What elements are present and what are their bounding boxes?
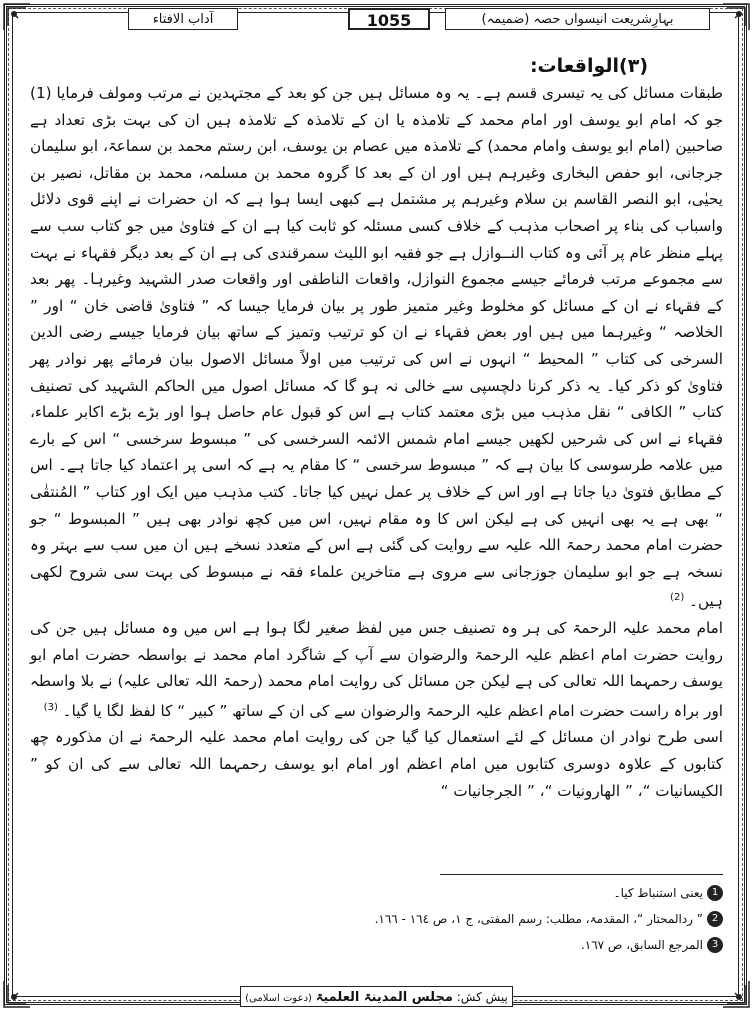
chapter-title: آداب الافتاء <box>128 8 238 30</box>
corner-ornament-icon <box>2 2 32 32</box>
footer-prefix: پیش کش: <box>456 990 508 1004</box>
footnote-mark: (2) <box>670 592 685 604</box>
footnote-number: 2 <box>707 911 723 927</box>
running-title: بہارِشریعت انیسواں حصہ (ضمیمہ) <box>445 8 710 30</box>
footnote-mark: (3) <box>43 701 58 713</box>
section-heading: (۳)الواقعات: <box>529 55 648 77</box>
publisher-name: مجلس المدینۃ العلمیۃ <box>315 990 453 1005</box>
paragraph: اسی طرح نوادر ان مسائل کے لئے استعمال کیا گیا جن کی روایت امام محمد علیہ الرحمۃ نے ان مذکورہ چھ کتابوں کے علاوہ دوسری کتابوں میں امام اعظم اور امام ابو یوسف رحمہما اللہ تعالی سے کی ان کو ” الکیسانیات “، ” الھارونیات “، ” الجرجانیات “ <box>30 728 723 800</box>
footnote-number: 1 <box>707 885 723 901</box>
paragraph: طبقات مسائل کی یہ تیسری قسم ہے۔ یہ وہ مسائل ہیں جن کو بعد کے مجتہدین نے مرتب ومولف فرمایا (1) جو کہ امام ابو یوسف اور امام محمد کے تلامذہ یا ان کے تلامذہ کے تلامذہ ہیں ان کی بہت بڑی تعداد ہے صاحبین (امام ابو یوسف وامام محمد) کے تلامذہ میں عصام بن یوسف، ابن رستم محمد بن سماعۃ، ابو سلیمان جرجانی، ابو حفص البخاری وغیرہم ہیں اور ان کے بعد کا گروہ محمد بن مسلمہ، محمد بن مقاتل، نصیر بن یحیٰی، ابو النصر القاسم بن سلام وغیرہم پر مشتمل ہے کبھی ایسا ہوا ہے کہ ان حضرات نے اپنے قوی دلائل واسباب کی بناء پر اصحاب مذہب کے خلاف کسی مسئلہ کو ثابت کیا ہے ان کے فتاویٰ میں جو کتاب سب سے پہلے منظر عام پر آئی وہ کتاب النــوازل ہے جو فقیہ ابو اللیث سمرقندی کی ہے ان کے بعد دیگر فقہاء نے بہت سے مجموعے مرتب فرمائے جیسے مجموع النوازل، واقعات الناطفی اور واقعات صدر الشہید وغیرہا۔ پھر بعد کے فقہاء نے ان کے مسائل کو مخلوط وغیر متمیز طور پر بیان فرمایا جیسا کہ ” فتاویٰ قاضی خان “ اور ” الخلاصہ “ وغیرہما میں ہیں اور بعض فقہاء نے ان کو ترتیب وتمیز کے ساتھ بیان فرمایا جیسے رضی الدین السرخی کی کتاب ” المحیط “ انہوں نے اس کی ترتیب میں اولاً مسائل الاصول بیان فرمائے پھر نوادر پھر فتاویٰ کو ذکر کیا۔ یہ ذکر کرنا دلچسپی سے خالی نہ ہو گا کہ مسائل اصول میں الحاکم الشہید کی تصنیف کتاب ” الکافی “ نقل مذہب میں بڑی معتمد کتاب ہے اس کو قبول عام حاصل ہوا اور بڑے بڑے اکابر علماء، فقہاء نے اس کی شرحیں لکھیں جیسے امام شمس الائمہ السرخسی کی ” مبسوط سرخسی “ اس کے بارے میں علامہ طرسوسی کا بیان ہے کہ ” مبسوط سرخسی “ کا مقام یہ ہے کہ اسی پر اعتماد کیا جاتا ہے۔ اس کے مطابق فتویٰ دیا جاتا ہے اور اس کے خلاف پر عمل نہیں کیا جاتا۔ کتب مذہب میں ایک اور کتاب ” المُنتقٰی “ بھی ہے یہ بھی انہیں کی ہے لیکن اس کا وہ مقام نہیں، اس میں کچھ نوادر بھی ہیں ” المبسوط “ جو حضرت امام محمد رحمۃ اللہ علیہ سے روایت کی گئی ہے اس کے متعدد نسخے ہیں ان میں سب سے بہتر وہ نسخہ ہے جو ابو سلیمان جوزجانی سے مروی ہے متاخرین علماء فقہ نے مبسوط کی بہت سی شروح لکھی ہیں۔ $^{(2)}$ <box>30 84 723 611</box>
footnote-text: المرجع السابق، ص ١٦٧. <box>580 938 703 952</box>
corner-ornament-icon <box>2 979 32 1009</box>
footnote-text: یعنی استنباط کیا۔ <box>613 886 703 900</box>
footnote <box>30 932 723 958</box>
corner-ornament-icon <box>721 979 751 1009</box>
footnote <box>30 880 723 906</box>
page-header <box>30 8 723 32</box>
paragraph: امام محمد علیہ الرحمۃ کی ہر وہ تصنیف جس میں لفظ صغیر لگا ہوا ہے اس میں وہ مسائل ہیں جن کی روایت حضرت امام اعظم علیہ الرحمۃ والرضوان سے آپ کے شاگرد امام محمد نے بواسطہ حضرت امام ابو یوسف رحمہما اللہ تعالی کی ہے لیکن جن مسائل کی روایت امام محمد (رحمۃ اللہ تعالی علیہ) نے بلا واسطہ اور براہ راست حضرت امام اعظم علیہ الرحمۃ والرضوان سے کی ان کے ساتھ ” کبیر “ کا لفظ لگا یا گیا۔ $^{(3)}$ <box>30 618 723 720</box>
publisher-org: (دعوت اسلامی) <box>245 993 312 1004</box>
footnote-text: ” ردالمحتار “، المقدمۃ، مطلب: رسم المفتی، ج ١، ص ١٦٤ - ١٦٦. <box>374 912 703 926</box>
main-text <box>30 52 723 804</box>
page-number: 1055 <box>348 8 430 30</box>
footnotes <box>30 880 723 958</box>
page-footer <box>240 986 513 1007</box>
footnote-number: 3 <box>707 937 723 953</box>
footnote <box>30 906 723 932</box>
footnote-divider <box>440 874 723 875</box>
corner-ornament-icon <box>721 2 751 32</box>
